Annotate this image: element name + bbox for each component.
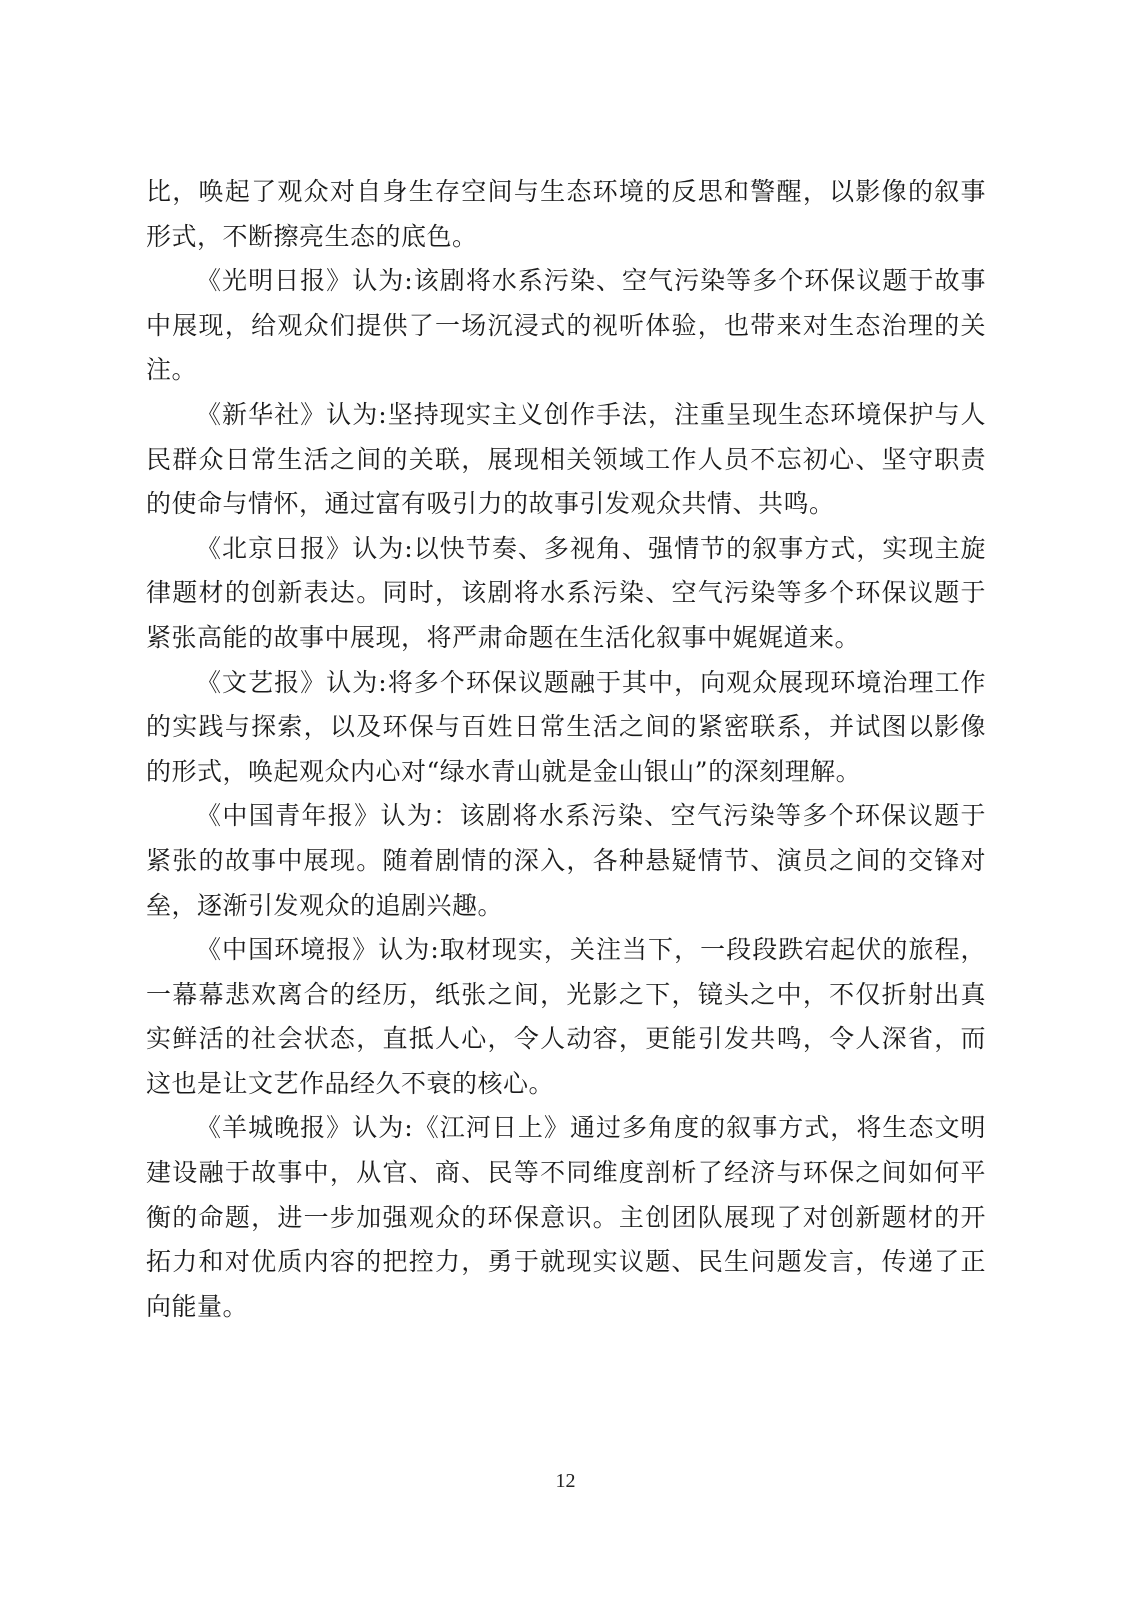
paragraph-xinhua: 《新华社》认为:坚持现实主义创作手法，注重呈现生态环境保护与人民群众日常生活之间的关联，展现相关领域工作人员不忘初心、坚守职责的使命与情怀，通过富有吸引力的故事引发观众共情、共鸣。	[146, 399, 986, 519]
paragraph-china-youth-daily: 《中国青年报》认为：该剧将水系污染、空气污染等多个环保议题于紧张的故事中展现。随着剧情的深入，各种悬疑情节、演员之间的交锋对垒，逐渐引发观众的追剧兴趣。	[146, 801, 986, 920]
paragraph-wenyi-bao: 《文艺报》认为:将多个环保议题融于其中，向观众展现环境治理工作的实践与探索，以及环保与百姓日常生活之间的紧密联系，并试图以影像的形式，唤起观众内心对“绿水青山就是金山银山”的深刻理解。	[146, 667, 986, 786]
paragraph-continuation: 比，唤起了观众对自身生存空间与生态环境的反思和警醒，以影像的叙事形式，不断擦亮生态的底色。	[146, 177, 986, 251]
paragraph-guangming-daily: 《光明日报》认为:该剧将水系污染、空气污染等多个环保议题于故事中展现，给观众们提供了一场沉浸式的视听体验，也带来对生态治理的关注。	[146, 266, 986, 385]
page-number: 12	[555, 1470, 576, 1492]
paragraph-china-environment-news: 《中国环境报》认为:取材现实，关注当下，一段段跌宕起伏的旅程，一幕幕悲欢离合的经历，纸张之间，光影之下，镜头之中，不仅折射出真实鲜活的社会状态，直抵人心，令人动容，更能引发共鸣，令人深省，而这也是让文艺作品经久不衰的核心。	[146, 935, 986, 1098]
paragraph-yangcheng-evening-news: 《羊城晚报》认为:《江河日上》通过多角度的叙事方式，将生态文明建设融于故事中，从官、商、民等不同维度剖析了经济与环保之间如何平衡的命题，进一步加强观众的环保意识。主创团队展现了对创新题材的开拓力和对优质内容的把控力，勇于就现实议题、民生问题发言，传递了正向能量。	[146, 1113, 986, 1321]
paragraph-beijing-daily: 《北京日报》认为:以快节奏、多视角、强情节的叙事方式，实现主旋律题材的创新表达。同时，该剧将水系污染、空气污染等多个环保议题于紧张高能的故事中展现，将严肃命题在生活化叙事中娓娓道来。	[146, 533, 986, 652]
document-body	[146, 170, 986, 1329]
